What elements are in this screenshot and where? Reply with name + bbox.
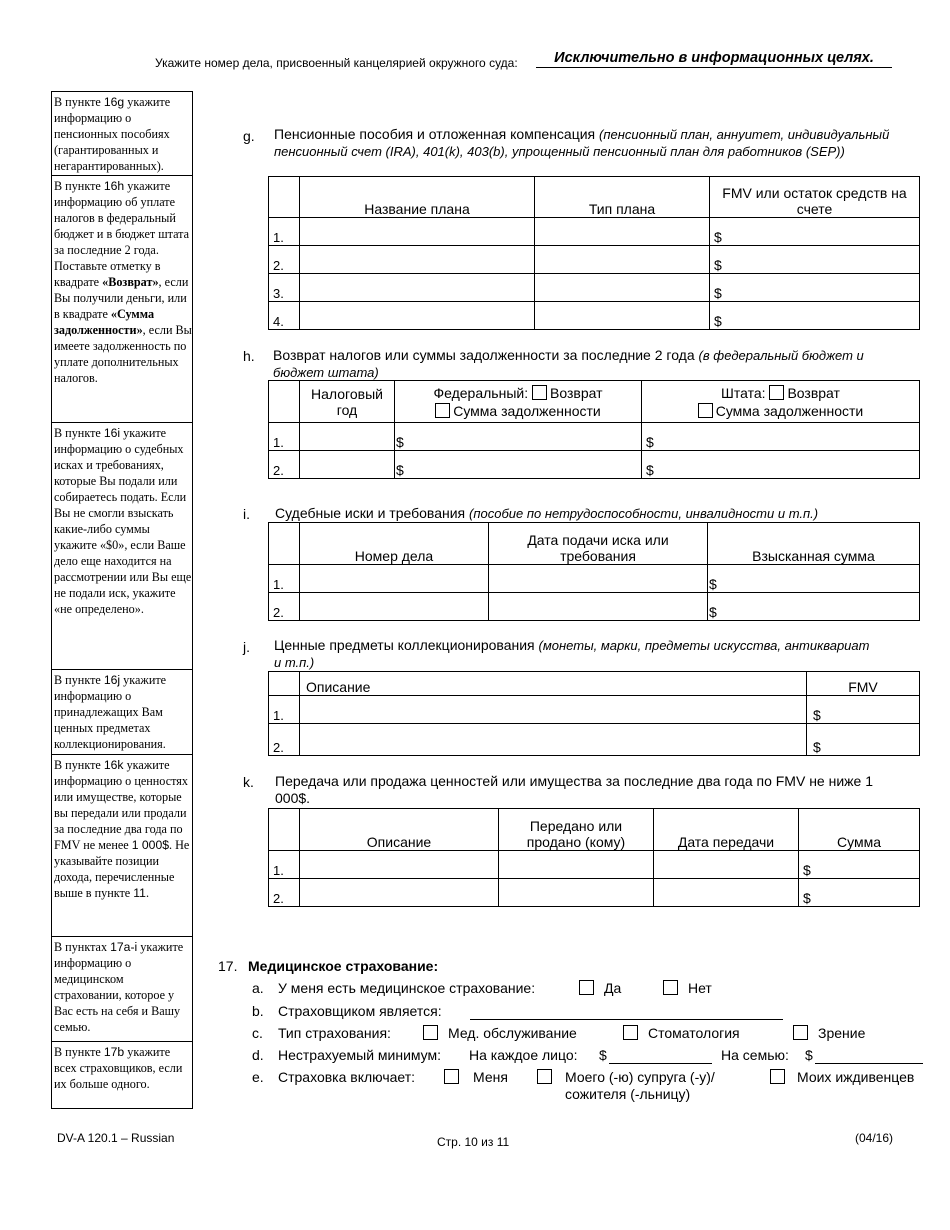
insurer-field[interactable] [470, 1019, 783, 1020]
section-h-title: Возврат налогов или суммы задолженности за последние 2 года (в федеральный бюджет и бюджет штата) [273, 347, 864, 380]
item-17b-text: Страховщиком является: [278, 1003, 442, 1019]
table-row: 4. $ [269, 302, 920, 330]
sidebar-note-16g: В пункте 16g укажите информацию о пенсионных пособиях (гарантированных и негарантированных). [51, 91, 193, 176]
table-row: 1. $ [269, 696, 920, 724]
tax-table [268, 380, 920, 479]
sidebar-note-17b: В пункте 17b укажите всех страховщиков, если их больше одного. [51, 1042, 193, 1109]
vision-checkbox[interactable] [793, 1025, 808, 1040]
item-17a-letter: a. [252, 980, 264, 996]
yes-checkbox[interactable] [579, 980, 594, 995]
per-family-field[interactable] [815, 1063, 923, 1064]
insurance-no-option[interactable]: Нет [663, 980, 712, 996]
lawsuit-table [268, 522, 920, 621]
col-amount: Сумма [799, 809, 920, 851]
col-tax-year: Налоговый год [300, 381, 395, 423]
item-17c-text: Тип страхования: [278, 1025, 391, 1041]
col-transfer-date: Дата передачи [654, 809, 799, 851]
per-person-field[interactable] [609, 1063, 712, 1064]
spouse-checkbox[interactable] [537, 1069, 552, 1084]
form-revision-date: (04/16) [855, 1131, 894, 1145]
col-description: Описание [300, 672, 807, 696]
per-family-label: На семью: [721, 1047, 789, 1063]
table-row: 1. $ [269, 851, 920, 879]
section-j-title: Ценные предметы коллекционирования (монеты, марки, предметы искусства, антиквариат и т.п.) [274, 637, 870, 670]
col-plan-type: Тип плана [535, 177, 710, 218]
sidebar-note-16j: В пункте 16j укажите информацию о принадлежащих Вам ценных предметах коллекционирования. [51, 670, 193, 755]
col-description: Описание [300, 809, 499, 851]
includes-me-option[interactable]: Меня [444, 1069, 508, 1085]
coverage-dental-option[interactable]: Стоматология [623, 1025, 740, 1041]
sidebar-note-16i: В пункте 16i укажите информацию о судебных исках и требованиях, которые Вы подали или собираетесь подать. Если Вы не смогли взыскать какие-либо суммы укажите «$0», если Ваше дело еще находится на рассмотрении или Вы еще не подали иск, укажите «не определено». [51, 423, 193, 670]
collectibles-table [268, 671, 920, 756]
insurance-yes-option[interactable]: Да [579, 980, 621, 996]
section-i-title: Судебные иски и требования (пособие по нетрудоспособности, инвалидности и т.п.) [275, 505, 819, 521]
state-refund-checkbox[interactable] [769, 385, 784, 400]
case-number-label: Укажите номер дела, присвоенный канцелярией окружного суда: [155, 56, 518, 70]
per-family-currency: $ [805, 1047, 813, 1063]
sidebar-note-17a-i: В пунктах 17a-i укажите информацию о медицинском страховании, которое у Вас есть на себя и Вашу семью. [51, 937, 193, 1042]
table-row: 1. $ [269, 218, 920, 246]
dependents-checkbox[interactable] [770, 1069, 785, 1084]
coverage-medical-option[interactable]: Мед. обслуживание [423, 1025, 577, 1041]
federal-refund-checkbox[interactable] [532, 385, 547, 400]
section-g-title: Пенсионные пособия и отложенная компенсация (пенсионный план, аннуитет, индивидуальный пенсионный счет (IRA), 401(k), 403(b), упрощенный пенсионный план для работников (SEP)) [274, 126, 890, 159]
item-17c-letter: c. [252, 1025, 263, 1041]
section-h-letter: h. [243, 348, 255, 364]
col-transferred-to: Передано или продано (кому) [499, 809, 654, 851]
pension-table [268, 176, 920, 330]
table-row: 1. $ [269, 565, 920, 593]
medical-checkbox[interactable] [423, 1025, 438, 1040]
table-row: 3. $ [269, 274, 920, 302]
federal-due-checkbox[interactable] [435, 403, 450, 418]
per-person-currency: $ [599, 1047, 607, 1063]
sidebar-note-16k: В пункте 16k укажите информацию о ценностях или имуществе, которые вы передали или продали за последние два года по FMV не менее 1 000$. Не указывайте позиции дохода, перечисленные выше в пункте 11. [51, 755, 193, 937]
item-17b-letter: b. [252, 1003, 264, 1019]
table-row: 2. $ $ [269, 451, 920, 479]
me-checkbox[interactable] [444, 1069, 459, 1084]
includes-spouse-option[interactable] [537, 1069, 564, 1085]
page-number: Стр. 10 из 11 [437, 1135, 510, 1149]
table-row: 1. $ $ [269, 423, 920, 451]
col-fmv: FMV [807, 672, 920, 696]
item-17a-text: У меня есть медицинское страхование: [278, 980, 536, 996]
col-plan-name: Название плана [300, 177, 535, 218]
col-state: Штата: Возврат Сумма задолженности [642, 381, 920, 423]
no-checkbox[interactable] [663, 980, 678, 995]
table-row: 2. $ [269, 724, 920, 756]
sidebar-note-16h: В пункте 16h укажите информацию об уплате налогов в федеральный бюджет и в бюджет штата за последние 2 года. Поставьте отметку в квадрате «Возврат», если Вы получили деньги, или в квадрате «Сумма задолженности», если Вы имеете задолженность по уплате дополнительных налогов. [51, 176, 193, 423]
state-due-checkbox[interactable] [698, 403, 713, 418]
spouse-label: Моего (-ю) супруга (-у)/ сожителя (-льницу) [565, 1069, 715, 1102]
section-17-number: 17. [218, 958, 238, 974]
section-k-letter: k. [243, 774, 254, 790]
col-filing-date: Дата подачи иска или требования [489, 523, 708, 565]
col-case-number: Номер дела [300, 523, 489, 565]
per-person-label: На каждое лицо: [469, 1047, 578, 1063]
col-federal: Федеральный: Возврат Сумма задолженности [395, 381, 642, 423]
dental-checkbox[interactable] [623, 1025, 638, 1040]
table-row: 2. $ [269, 593, 920, 621]
coverage-vision-option[interactable]: Зрение [793, 1025, 865, 1041]
case-number-field[interactable]: Исключительно в информационных целях. [536, 50, 892, 68]
section-k-title: Передача или продажа ценностей или имущества за последние два года по FMV не ниже 1 000$. [275, 773, 873, 806]
includes-dependents-option[interactable]: Моих иждивенцев [770, 1069, 914, 1085]
section-17-title: Медицинское страхование: [248, 958, 439, 974]
col-fmv-balance: FMV или остаток средств на счете [710, 177, 920, 218]
section-i-letter: i. [243, 506, 250, 522]
form-id: DV-A 120.1 – Russian [57, 1131, 175, 1145]
item-17e-letter: e. [252, 1069, 264, 1085]
transfers-table [268, 808, 920, 907]
item-17e-text: Страховка включает: [278, 1069, 416, 1085]
item-17d-text: Нестрахуемый минимум: [278, 1047, 442, 1063]
col-recovered-amount: Взысканная сумма [708, 523, 920, 565]
item-17d-letter: d. [252, 1047, 264, 1063]
table-row: 2. $ [269, 246, 920, 274]
table-row: 2. $ [269, 879, 920, 907]
section-g-letter: g. [243, 128, 255, 144]
section-j-letter: j. [243, 639, 250, 655]
